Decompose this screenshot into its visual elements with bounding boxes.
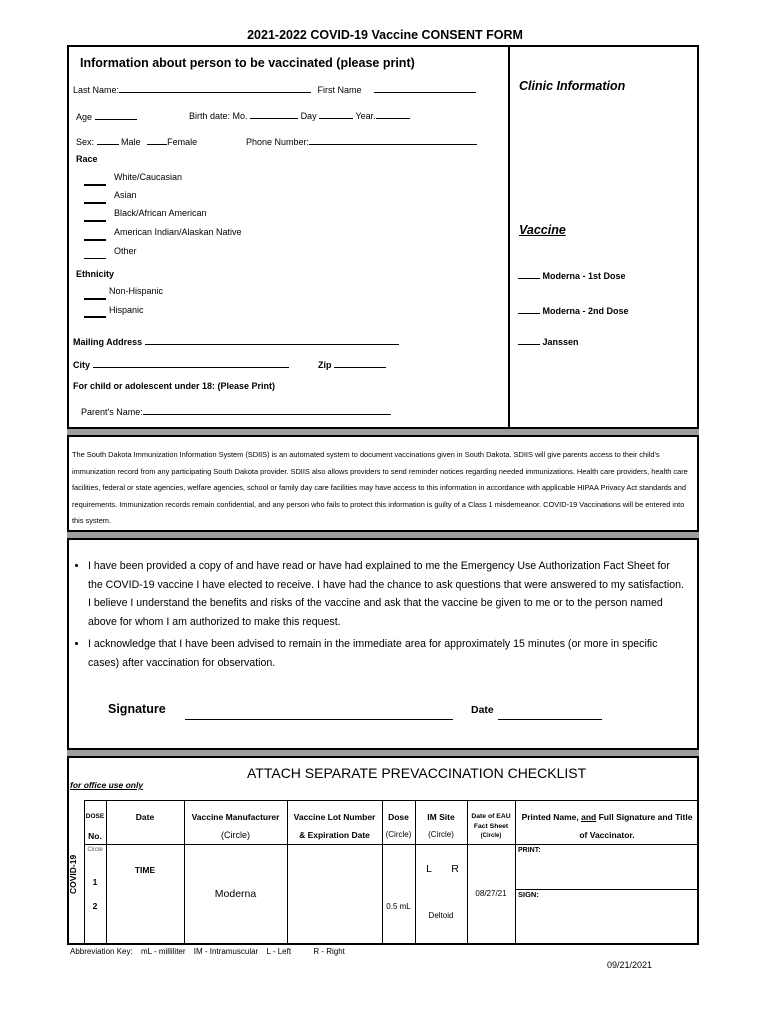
office-use-label: for office use only bbox=[70, 780, 144, 790]
vaccine-option-moderna-2[interactable] bbox=[518, 304, 629, 316]
sex-female-field[interactable] bbox=[147, 135, 167, 145]
table-rule bbox=[515, 889, 699, 890]
dose-number[interactable]: 1 bbox=[92, 877, 98, 887]
col-dose-sub: (Circle) bbox=[385, 830, 412, 839]
sign-label: SIGN: bbox=[518, 890, 539, 899]
age-row bbox=[76, 110, 137, 122]
print-label: PRINT: bbox=[518, 847, 541, 854]
race-option-native: American Indian/Alaskan Native bbox=[114, 227, 242, 237]
zip-field[interactable] bbox=[334, 358, 386, 368]
race-heading: Race bbox=[76, 154, 98, 164]
ethnicity-checkline-nonhispanic[interactable] bbox=[84, 298, 106, 300]
city-field[interactable] bbox=[93, 358, 289, 368]
col-signature-a: Printed Name, bbox=[521, 812, 582, 822]
consent-statement: • I acknowledge that I have been advised to remain in the immediate area for approximately 15 minutes (or more in specific cases) after vaccination for observation. bbox=[88, 635, 687, 672]
col-dose-no: No. bbox=[88, 831, 102, 841]
manufacturer-value[interactable]: Moderna bbox=[214, 888, 257, 900]
parent-name-row bbox=[81, 405, 391, 417]
first-name-label: First Name bbox=[317, 85, 362, 95]
city-label: City bbox=[73, 360, 91, 370]
col-eau: Date of EAU bbox=[471, 813, 511, 820]
age-label: Age bbox=[76, 112, 93, 122]
race-checkline-other[interactable] bbox=[84, 258, 106, 259]
table-rule bbox=[467, 800, 468, 945]
table-rule bbox=[84, 800, 699, 801]
signature-field[interactable] bbox=[185, 719, 453, 720]
birth-date-row bbox=[189, 109, 410, 121]
sex-male-label: Male bbox=[121, 137, 141, 147]
race-option-black: Black/African American bbox=[114, 208, 207, 218]
last-name-row bbox=[73, 83, 476, 95]
col-lot: Vaccine Lot Number bbox=[293, 812, 376, 822]
administration-table bbox=[84, 800, 699, 945]
mailing-address-field[interactable] bbox=[145, 335, 399, 345]
last-name-field[interactable] bbox=[119, 83, 311, 93]
checklist-heading: ATTACH SEPARATE PREVACCINATION CHECKLIST bbox=[247, 765, 587, 781]
sex-row bbox=[76, 135, 197, 147]
vaccine-option-label: Moderna - 1st Dose bbox=[542, 271, 626, 281]
mailing-address-label: Mailing Address bbox=[73, 337, 143, 347]
abbreviation-im: IM - Intramuscular bbox=[193, 947, 259, 956]
child-note: For child or adolescent under 18: (Please Print) bbox=[73, 381, 276, 391]
vaccine-checkline[interactable] bbox=[518, 269, 540, 279]
abbreviation-ml: mL - milliliter bbox=[140, 947, 186, 956]
eau-value[interactable]: 08/27/21 bbox=[475, 889, 507, 898]
section-band bbox=[67, 748, 699, 758]
col-dose: Dose bbox=[388, 812, 409, 822]
birth-month-field[interactable] bbox=[250, 109, 298, 119]
ethnicity-option-nonhispanic: Non-Hispanic bbox=[109, 286, 164, 296]
vaccine-heading: Vaccine bbox=[519, 223, 566, 237]
signature-label: Signature bbox=[108, 702, 166, 716]
birth-year-label: Year. bbox=[355, 111, 376, 121]
clinic-heading: Clinic Information bbox=[519, 79, 626, 93]
column-divider bbox=[508, 45, 510, 427]
site-right[interactable]: R bbox=[451, 863, 459, 875]
col-site-sub: (Circle) bbox=[428, 830, 454, 839]
sex-label: Sex: bbox=[76, 137, 95, 147]
ethnicity-checkline-hispanic[interactable] bbox=[84, 316, 106, 318]
abbreviation-key-label: Abbreviation Key: bbox=[70, 947, 133, 956]
race-option-white: White/Caucasian bbox=[114, 172, 183, 182]
phone-field[interactable] bbox=[309, 135, 477, 145]
race-checkline-black[interactable] bbox=[84, 220, 106, 222]
dose-value[interactable]: 0.5 mL bbox=[386, 902, 411, 911]
date-field[interactable] bbox=[498, 719, 602, 720]
vaccine-checkline[interactable] bbox=[518, 304, 540, 314]
time-label: TIME bbox=[134, 865, 156, 875]
col-eau-2: Fact Sheet bbox=[473, 823, 509, 830]
vaccine-option-label: Janssen bbox=[542, 337, 579, 347]
footer-date: 09/21/2021 bbox=[607, 960, 653, 970]
race-checkline-white[interactable] bbox=[84, 184, 106, 186]
first-name-field[interactable] bbox=[374, 83, 476, 93]
col-dose-top: DOSE bbox=[85, 813, 105, 820]
form-title: 2021-2022 COVID-19 Vaccine CONSENT FORM bbox=[247, 28, 523, 42]
vaccine-option-janssen[interactable] bbox=[518, 335, 579, 347]
vaccine-option-label: Moderna - 2nd Dose bbox=[542, 306, 629, 316]
col-signature-sub: of Vaccinator. bbox=[579, 830, 635, 840]
zip-row bbox=[318, 358, 386, 370]
sex-male-field[interactable] bbox=[97, 135, 119, 145]
birth-day-field[interactable] bbox=[319, 109, 353, 119]
ethnicity-heading: Ethnicity bbox=[76, 269, 115, 279]
col-manufacturer: Vaccine Manufacturer bbox=[191, 812, 280, 822]
col-site: IM Site bbox=[427, 812, 455, 822]
section-band bbox=[67, 530, 699, 540]
col-signature bbox=[515, 812, 699, 822]
dose-number[interactable]: 2 bbox=[92, 901, 98, 911]
col-signature-and: and bbox=[581, 812, 597, 822]
abbreviation-key bbox=[70, 947, 345, 956]
age-field[interactable] bbox=[95, 110, 137, 120]
phone-label: Phone Number: bbox=[246, 137, 310, 147]
site-value: Deltoid bbox=[428, 911, 454, 920]
consent-statements bbox=[72, 557, 687, 677]
birth-month-label: Birth date: Mo. bbox=[189, 111, 248, 121]
race-checkline-native[interactable] bbox=[84, 239, 106, 241]
abbreviation-r: R - Right bbox=[313, 947, 345, 956]
consent-statement: • I have been provided a copy of and have read or have had explained to me the Emergency Use Authorization Fact Sheet for the COVID-19 vaccine I have elected to receive. I have had the chance to ask questions that were answered to my satisfaction. I believe I understand the benefits and risks of the vaccine and ask that the vaccine be given to me or to the person named above for whom I am authorized to make this request. bbox=[88, 557, 687, 631]
ethnicity-option-hispanic: Hispanic bbox=[109, 305, 144, 315]
parent-name-label: Parent's Name: bbox=[81, 407, 143, 417]
mailing-address-row bbox=[73, 335, 399, 347]
vaccine-option-moderna-1[interactable] bbox=[518, 269, 626, 281]
col-dose-circle: Circle bbox=[87, 847, 103, 853]
section-band bbox=[67, 427, 699, 437]
person-heading: Information about person to be vaccinated (please print) bbox=[80, 56, 415, 70]
table-rule bbox=[84, 800, 85, 945]
vaccine-checkline[interactable] bbox=[518, 335, 540, 345]
race-checkline-asian[interactable] bbox=[84, 202, 106, 204]
abbreviation-l: L - Left bbox=[266, 947, 292, 956]
birth-day-label: Day bbox=[300, 111, 317, 121]
city-row bbox=[73, 358, 289, 370]
race-option-other: Other bbox=[114, 246, 137, 256]
race-option-asian: Asian bbox=[114, 190, 137, 200]
birth-year-field[interactable] bbox=[376, 109, 410, 119]
site-left[interactable]: L bbox=[426, 863, 432, 875]
col-date: Date bbox=[135, 812, 155, 822]
col-lot-sub: & Expiration Date bbox=[299, 830, 370, 840]
phone-row bbox=[246, 135, 477, 147]
sex-female-label: Female bbox=[167, 137, 198, 147]
col-manufacturer-sub: (Circle) bbox=[221, 830, 250, 840]
zip-label: Zip bbox=[318, 360, 332, 370]
col-eau-sub: (Circle) bbox=[480, 833, 502, 839]
sdiis-notice: The South Dakota Immunization Information System (SDIIS) is an automated system to document vaccinations given in South Dakota. SDIIS will give parents access to their child's immunization record from any participating South Dakota provider. SDIIS also allows providers to send reminder notices regarding needed immunizations. Health care providers, health care facilities, federal or state agencies, welfare agencies, school or family day care facilities may have access to this information in accordance with applicable HIPAA Privacy Act standards and requirements. Immunization records remain confidential, and any person who fails to protect this information is guilty of a Class 1 misdemeanor. COVID-19 Vaccinations will be entered into this system. bbox=[72, 450, 688, 525]
covid-side-label: COVID-19 bbox=[68, 854, 78, 894]
date-label: Date bbox=[471, 704, 494, 716]
last-name-label: Last Name: bbox=[73, 85, 120, 95]
table-rule bbox=[84, 844, 699, 845]
parent-name-field[interactable] bbox=[143, 405, 391, 415]
col-signature-b: Full Signature and Title bbox=[596, 812, 693, 822]
